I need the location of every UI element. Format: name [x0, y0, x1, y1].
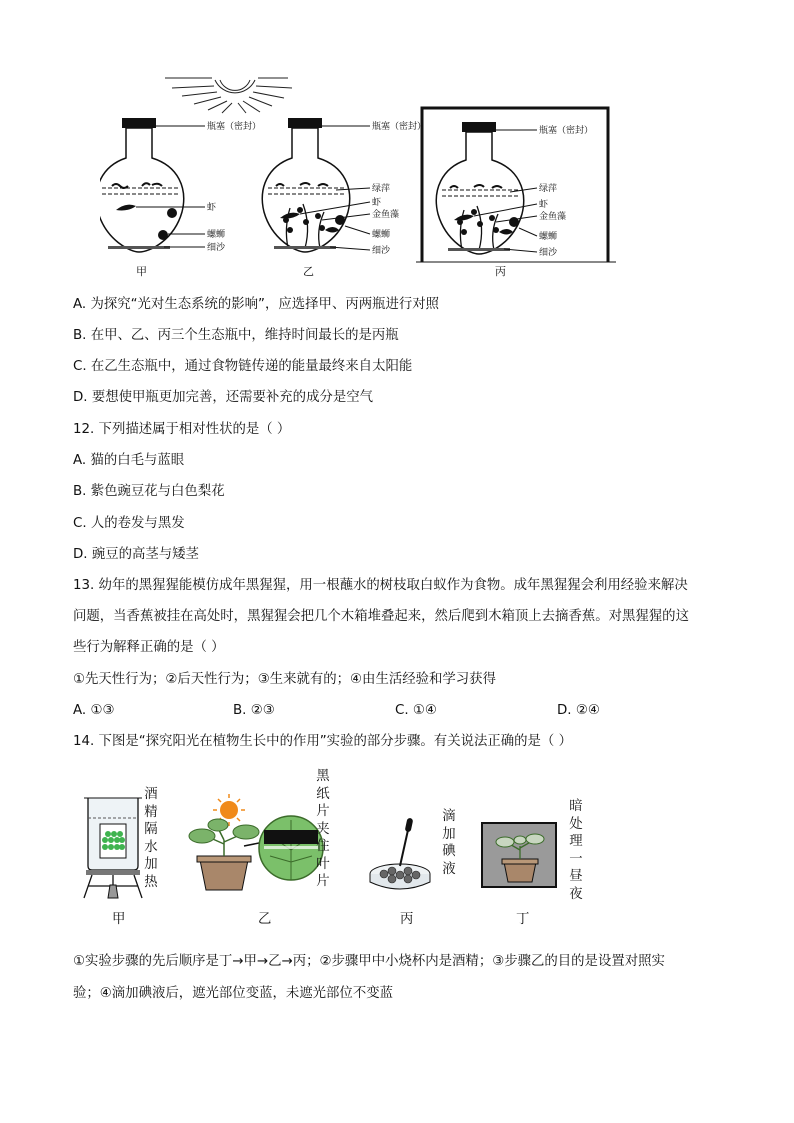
- label-sand-yi: 细沙: [372, 246, 391, 256]
- step-bing-text: 滴加碘液: [442, 809, 456, 877]
- q13-option-a: A. ①③: [73, 703, 115, 718]
- q14-statements-line1: ①实验步骤的先后顺序是丁→甲→乙→丙；②步骤甲中小烧杯内是酒精；③步骤乙的目的是设置对照实: [73, 954, 665, 969]
- q13-option-c: C. ①④: [395, 703, 437, 718]
- label-stopper-jia: 瓶塞（密封）: [207, 122, 262, 132]
- caption-jia: 甲: [136, 265, 147, 278]
- label-algae-yi: 金鱼藻: [372, 210, 400, 220]
- label-shrimp-jia: 虾: [207, 203, 217, 213]
- q13-stem-line1: 13. 幼年的黑猩猩能模仿成年黑猩猩，用一根蘸水的树枝取白蚁作为食物。成年黑猩猩会利用经验来解决: [73, 578, 688, 593]
- q12-option-c: C. 人的卷发与黑发: [73, 516, 185, 531]
- q12-option-b: B. 紫色豌豆花与白色梨花: [73, 484, 225, 499]
- step-yi-text: 黑纸片夹住叶片: [316, 769, 330, 889]
- q14-stem: 14. 下图是“探究阳光在植物生长中的作用”实验的部分步骤。有关说法正确的是（ ）: [73, 734, 572, 749]
- bottle-yi: [262, 118, 370, 252]
- dark-treatment-box: [482, 823, 556, 887]
- q13-statements: ①先天性行为；②后天性行为；③生来就有的；④由生活经验和学习获得: [73, 672, 496, 687]
- q13-option-b: B. ②③: [233, 703, 275, 718]
- q11-option-c: C. 在乙生态瓶中，通过食物链传递的能量最终来自太阳能: [73, 359, 413, 374]
- label-sand-jia: 细沙: [207, 243, 226, 253]
- caption-step-jia: 甲: [112, 912, 126, 927]
- label-snail-jia: 螺蛳: [207, 230, 226, 240]
- q11-option-d: D. 要想使甲瓶更加完善，还需要补充的成分是空气: [73, 390, 374, 405]
- caption-yi: 乙: [303, 265, 314, 278]
- q14-statements-line2: 验；④滴加碘液后，遮光部位变蓝，未遮光部位不变蓝: [73, 986, 393, 1001]
- label-snail-yi: 螺蛳: [372, 230, 391, 240]
- q12-stem: 12. 下列描述属于相对性状的是（ ）: [73, 422, 291, 437]
- leaf-with-black-paper: [259, 816, 323, 880]
- label-algae-bing: 金鱼藻: [539, 212, 567, 222]
- sun-icon: [165, 78, 292, 113]
- q11-option-b: B. 在甲、乙、丙三个生态瓶中，维持时间最长的是丙瓶: [73, 328, 399, 343]
- label-snail-bing: 螺蛳: [539, 232, 558, 242]
- bottle-jia: [100, 118, 205, 252]
- q13-stem-line3: 些行为解释正确的是（ ）: [73, 640, 225, 655]
- ecosystem-bottles-figure: [100, 70, 620, 285]
- caption-step-ding: 丁: [516, 912, 530, 927]
- q11-option-a: A. 为探究“光对生态系统的影响”，应选择甲、丙两瓶进行对照: [73, 297, 440, 312]
- caption-step-bing: 丙: [400, 912, 414, 927]
- label-stopper-bing: 瓶塞（密封）: [539, 126, 594, 136]
- step-jia-text: 酒精隔水加热: [144, 787, 158, 890]
- label-duckweed-bing: 绿萍: [539, 184, 558, 194]
- label-shrimp-yi: 虾: [372, 198, 382, 208]
- water-bath-apparatus: [84, 798, 142, 898]
- q13-option-d: D. ②④: [557, 703, 600, 718]
- label-duckweed-yi: 绿萍: [372, 184, 391, 194]
- label-stopper-yi: 瓶塞（密封）: [372, 122, 427, 132]
- label-shrimp-bing: 虾: [539, 200, 549, 210]
- caption-step-yi: 乙: [258, 912, 272, 927]
- label-sand-bing: 细沙: [539, 248, 558, 258]
- caption-bing: 丙: [495, 265, 506, 278]
- q12-option-d: D. 豌豆的高茎与矮茎: [73, 547, 199, 562]
- petri-dish-dropper: [370, 818, 430, 889]
- step-ding-text: 暗处理一昼夜: [569, 799, 583, 902]
- q12-option-a: A. 猫的白毛与蓝眼: [73, 453, 185, 468]
- q13-stem-line2: 问题，当香蕉被挂在高处时，黑猩猩会把几个木箱堆叠起来，然后爬到木箱顶上去摘香蕉。对黑猩猩的这: [73, 609, 689, 624]
